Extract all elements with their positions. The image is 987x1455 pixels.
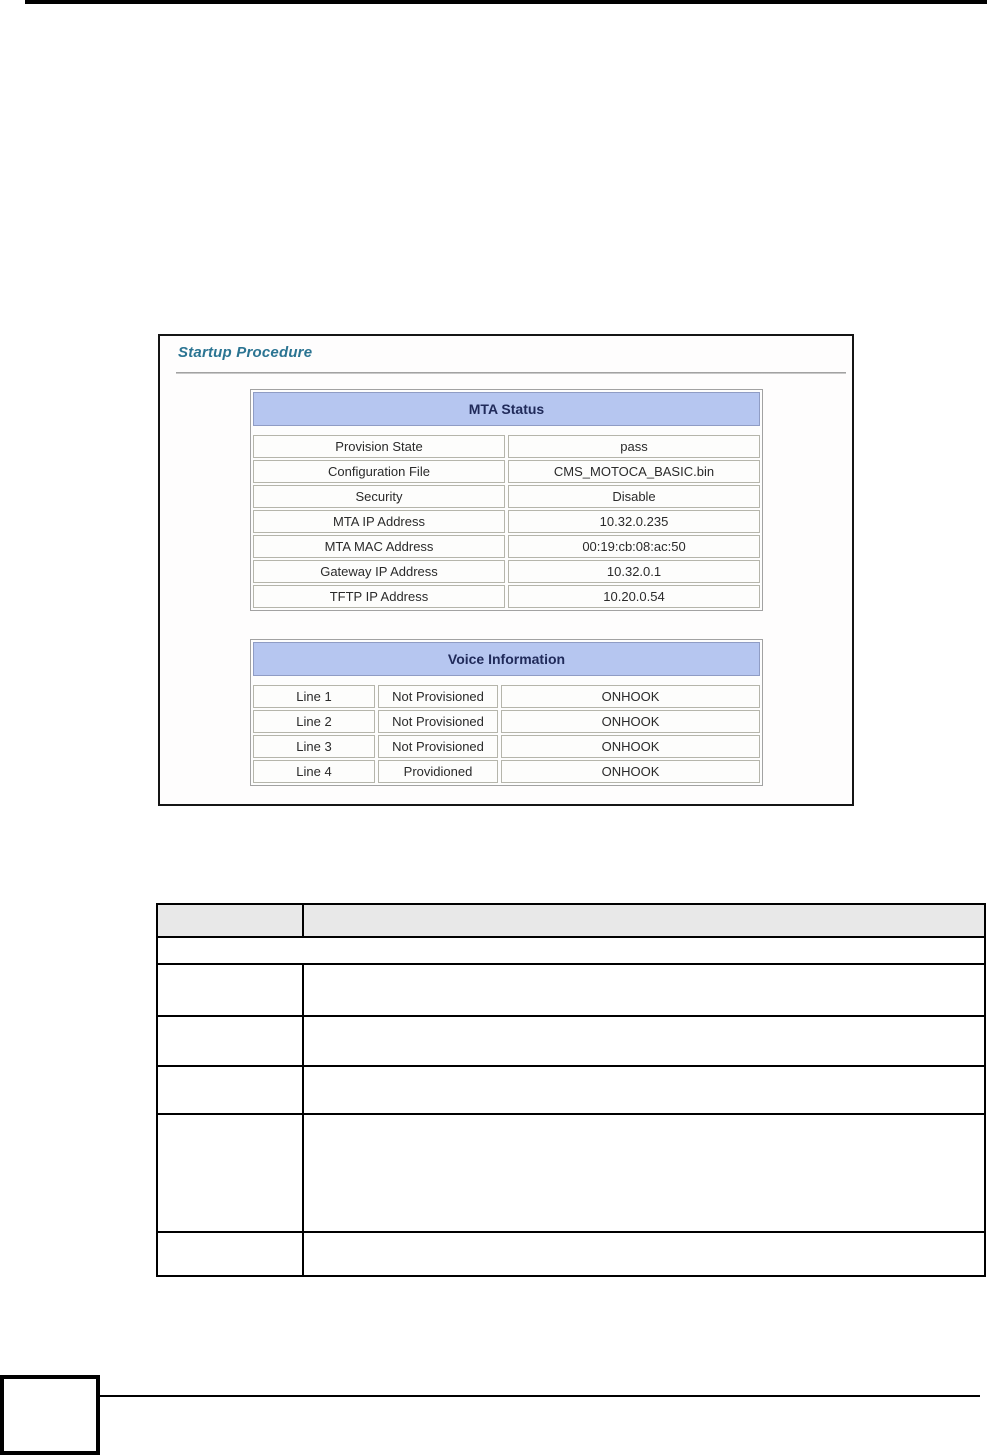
mta-value-cell: CMS_MOTOCA_BASIC.bin	[508, 460, 760, 483]
mta-label-cell: MTA IP Address	[253, 510, 505, 533]
mta-value-cell: 10.20.0.54	[508, 585, 760, 608]
description-table-row	[157, 1016, 985, 1066]
mta-value-cell: Disable	[508, 485, 760, 508]
description-table-row	[157, 1114, 985, 1232]
mta-label-cell: Provision State	[253, 435, 505, 458]
voice-information-header: Voice Information	[253, 642, 760, 676]
description-table	[156, 903, 986, 1277]
voice-hook-cell: ONHOOK	[501, 735, 760, 758]
description-header-label-cell	[157, 904, 303, 937]
mta-label-cell: Security	[253, 485, 505, 508]
voice-row	[253, 760, 760, 783]
mta-row	[253, 510, 760, 533]
description-table-section-row	[157, 937, 985, 964]
mta-value-cell: 00:19:cb:08:ac:50	[508, 535, 760, 558]
page-number-box	[0, 1375, 100, 1455]
voice-hook-cell: ONHOOK	[501, 685, 760, 708]
mta-label-cell: Configuration File	[253, 460, 505, 483]
footer-rule	[100, 1395, 980, 1397]
mta-status-table	[250, 389, 763, 611]
mta-value-cell: 10.32.0.235	[508, 510, 760, 533]
mta-row	[253, 560, 760, 583]
voice-status-cell: Not Provisioned	[378, 710, 498, 733]
mta-label-cell: TFTP IP Address	[253, 585, 505, 608]
description-table-row	[157, 964, 985, 1016]
voice-status-cell: Not Provisioned	[378, 735, 498, 758]
description-label-cell	[157, 1016, 303, 1066]
description-label-cell	[157, 964, 303, 1016]
voice-row	[253, 710, 760, 733]
description-label-cell	[157, 1066, 303, 1114]
mta-row	[253, 460, 760, 483]
mta-value-cell: 10.32.0.1	[508, 560, 760, 583]
description-desc-cell	[303, 1016, 985, 1066]
mta-label-cell: Gateway IP Address	[253, 560, 505, 583]
description-header-desc-cell	[303, 904, 985, 937]
page-top-rule	[25, 0, 987, 4]
voice-row	[253, 735, 760, 758]
description-section-cell	[157, 937, 985, 964]
title-underline	[176, 372, 846, 374]
voice-status-cell: Providioned	[378, 760, 498, 783]
voice-line-cell: Line 2	[253, 710, 375, 733]
voice-information-table	[250, 639, 763, 786]
mta-row	[253, 485, 760, 508]
mta-status-header: MTA Status	[253, 392, 760, 426]
description-label-cell	[157, 1232, 303, 1276]
mta-row	[253, 435, 760, 458]
description-desc-cell	[303, 964, 985, 1016]
voice-status-cell: Not Provisioned	[378, 685, 498, 708]
mta-row	[253, 535, 760, 558]
voice-hook-cell: ONHOOK	[501, 760, 760, 783]
description-table-row	[157, 1066, 985, 1114]
startup-procedure-screenshot	[158, 334, 854, 806]
voice-hook-cell: ONHOOK	[501, 710, 760, 733]
voice-line-cell: Line 1	[253, 685, 375, 708]
voice-line-cell: Line 3	[253, 735, 375, 758]
voice-line-cell: Line 4	[253, 760, 375, 783]
description-desc-cell	[303, 1066, 985, 1114]
description-table-row	[157, 1232, 985, 1276]
startup-procedure-title: Startup Procedure	[178, 344, 313, 361]
description-desc-cell	[303, 1114, 985, 1232]
mta-value-cell: pass	[508, 435, 760, 458]
mta-row	[253, 585, 760, 608]
mta-label-cell: MTA MAC Address	[253, 535, 505, 558]
description-label-cell	[157, 1114, 303, 1232]
voice-row	[253, 685, 760, 708]
description-table-header-row	[157, 904, 985, 937]
description-desc-cell	[303, 1232, 985, 1276]
